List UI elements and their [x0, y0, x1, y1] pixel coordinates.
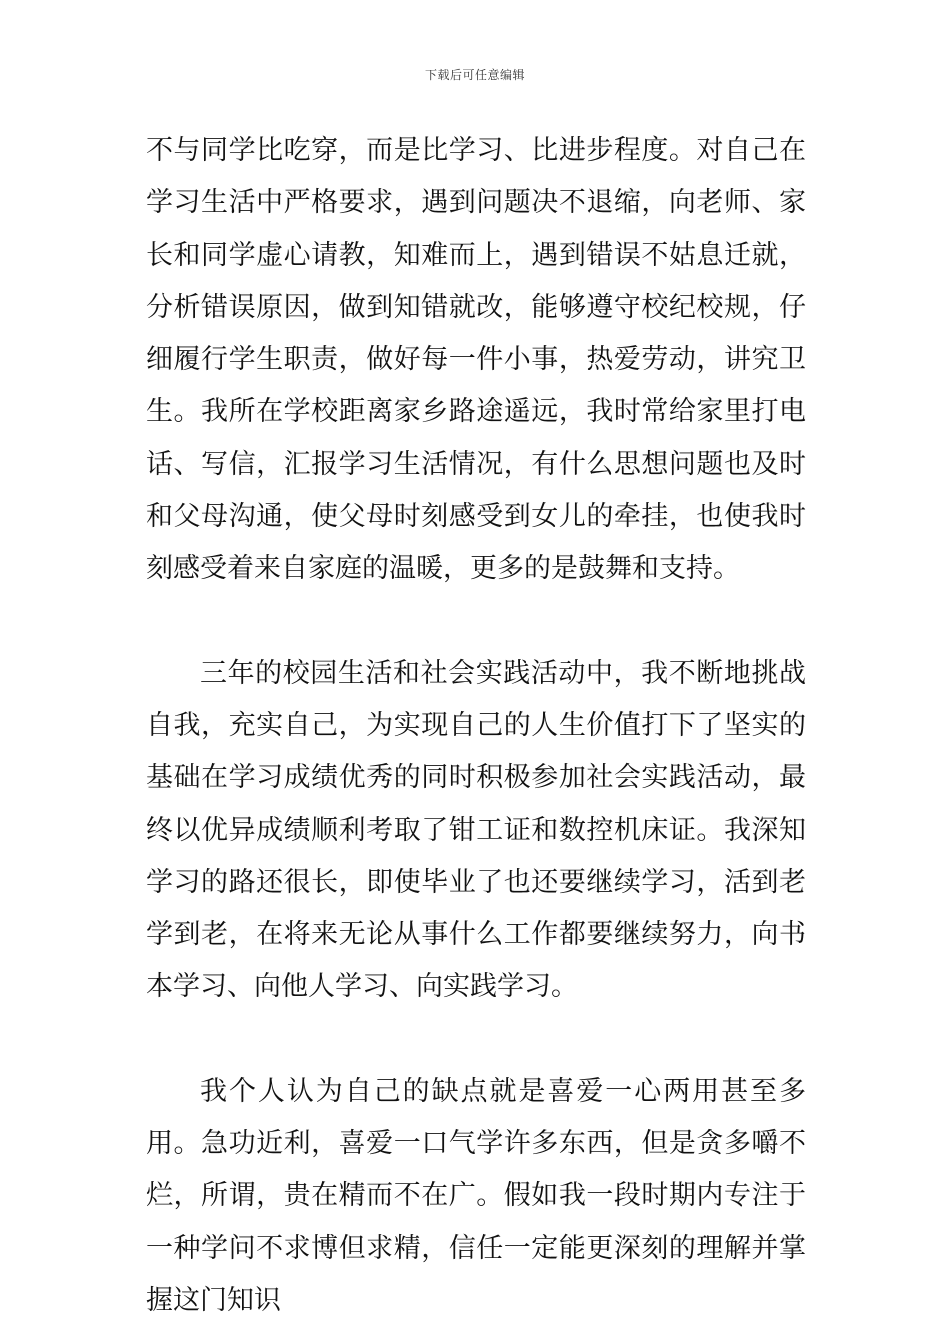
page-header-note: 下载后可任意编辑 — [424, 68, 525, 82]
document-body — [146, 125, 806, 1327]
paragraph-continuation: 不与同学比吃穿，而是比学习、比进步程度。对自己在学习生活中严格要求，遇到问题决不退缩，向老师、家长和同学虚心请教，知难而上，遇到错误不姑息迁就，分析错误原因，做到知错就改，能够遵守校纪校规，仔细履行学生职责，做好每一件小事，热爱劳动，讲究卫生。我所在学校距离家乡路途遥远，我时常给家里打电话、写信，汇报学习生活情况，有什么思想问题也及时和父母沟通，使父母时刻感受到女儿的牵挂，也使我时刻感受着来自家庭的温暖，更多的是鼓舞和支持。 — [146, 135, 806, 585]
paragraph-shortcomings: 我个人认为自己的缺点就是喜爱一心两用甚至多用。急功近利，喜爱一口气学许多东西，但是贪多嚼不烂，所谓，贵在精而不在广。假如我一段时期内专注于一种学问不求博但求精，信任一定能更深刻的理解并掌握这门知识 — [146, 1075, 806, 1316]
paragraph-campus-life: 三年的校园生活和社会实践活动中，我不断地挑战自我，充实自己，为实现自己的人生价值打下了坚实的基础在学习成绩优秀的同时积极参加社会实践活动，最终以优异成绩顺利考取了钳工证和数控机床证。我深知学习的路还很长，即使毕业了也还要继续学习，活到老学到老，在将来无论从事什么工作都要继续努力，向书本学习、向他人学习、向实践学习。 — [146, 657, 806, 1003]
